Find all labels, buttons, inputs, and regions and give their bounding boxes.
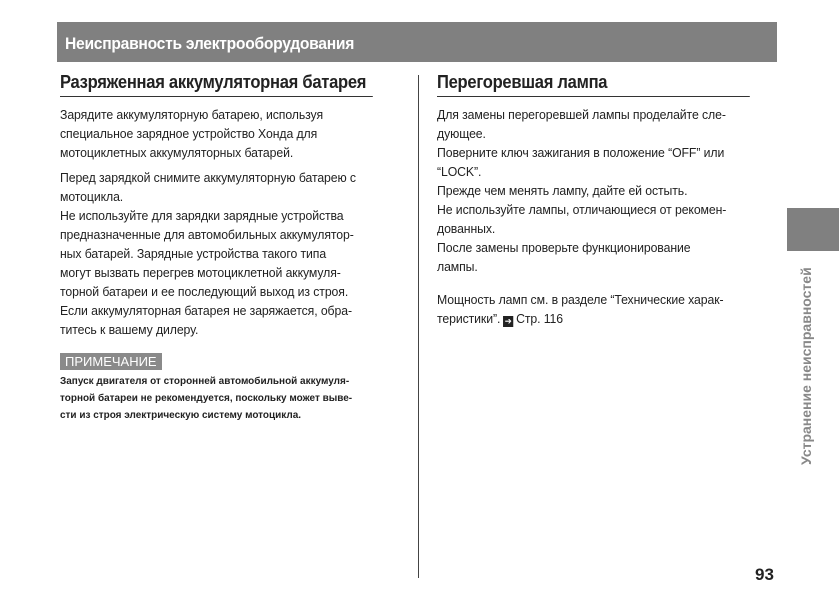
- heading-battery: Разряженная аккумуляторная батарея: [60, 72, 373, 97]
- text-line: После замены проверьте функционирование: [437, 240, 691, 255]
- side-tab: [787, 208, 839, 251]
- text-line: теристики”.: [437, 311, 501, 326]
- column-divider: [418, 75, 419, 578]
- text-line: Прежде чем менять лампу, дайте ей остыть.: [437, 183, 688, 198]
- text-line: Поверните ключ зажигания в положение “OFF” или: [437, 145, 725, 160]
- arrow-right-icon: ➔: [504, 316, 512, 326]
- text-line: мотоцикла.: [60, 189, 124, 204]
- text-line: предназначенные для автомобильных аккумулятор-: [60, 227, 354, 242]
- text-line: специальное зарядное устройство Хонда для: [60, 126, 318, 141]
- text-line: торной батареи и ее последующий выход из строя.: [60, 284, 349, 299]
- text-line: дованных.: [437, 221, 496, 236]
- text-line: торной батареи не рекомендуется, поскольку может выве-: [60, 392, 353, 404]
- text-line: “LOCK”.: [437, 164, 482, 179]
- section-title: Неисправность электрооборудования: [65, 34, 355, 53]
- note-text: [60, 373, 383, 424]
- text-line: Мощность ламп см. в разделе “Технические харак-: [437, 292, 724, 307]
- page-number: 93: [755, 565, 774, 584]
- text-line: мотоциклетных аккумуляторных батарей.: [60, 145, 294, 160]
- right-column: [437, 72, 777, 328]
- text-line: могут вызвать перегрев мотоциклетной аккумуля-: [60, 265, 341, 280]
- side-tab-label: Устранение неисправностей: [798, 267, 814, 465]
- heading-bulb: Перегоревшая лампа: [437, 72, 750, 97]
- paragraph: [60, 168, 376, 339]
- note-label: ПРИМЕЧАНИЕ: [60, 353, 162, 370]
- text-line: Не используйте лампы, отличающиеся от рекомен-: [437, 202, 727, 217]
- text-line: Перед зарядкой снимите аккумуляторную батарею с: [60, 170, 356, 185]
- text-line: дующее.: [437, 126, 486, 141]
- section-header: [57, 22, 777, 62]
- text-line: титесь к вашему дилеру.: [60, 322, 199, 337]
- paragraph: [437, 290, 753, 328]
- left-column: [60, 72, 400, 424]
- paragraph: [437, 105, 753, 276]
- text-line: Если аккумуляторная батарея не заряжается, обра-: [60, 303, 352, 318]
- text-line: Запуск двигателя от сторонней автомобильной аккумуля-: [60, 375, 350, 387]
- text-line: ных батарей. Зарядные устройства такого типа: [60, 246, 327, 261]
- text-line: Не используйте для зарядки зарядные устройства: [60, 208, 344, 223]
- paragraph: [60, 105, 376, 162]
- text-line: сти из строя электрическую систему мотоцикла.: [60, 409, 302, 421]
- text-line: лампы.: [437, 259, 478, 274]
- text-line: Зарядите аккумуляторную батарею, используя: [60, 107, 324, 122]
- page-reference[interactable]: Стр. 116: [516, 311, 564, 326]
- text-line: Для замены перегоревшей лампы проделайте сле-: [437, 107, 726, 122]
